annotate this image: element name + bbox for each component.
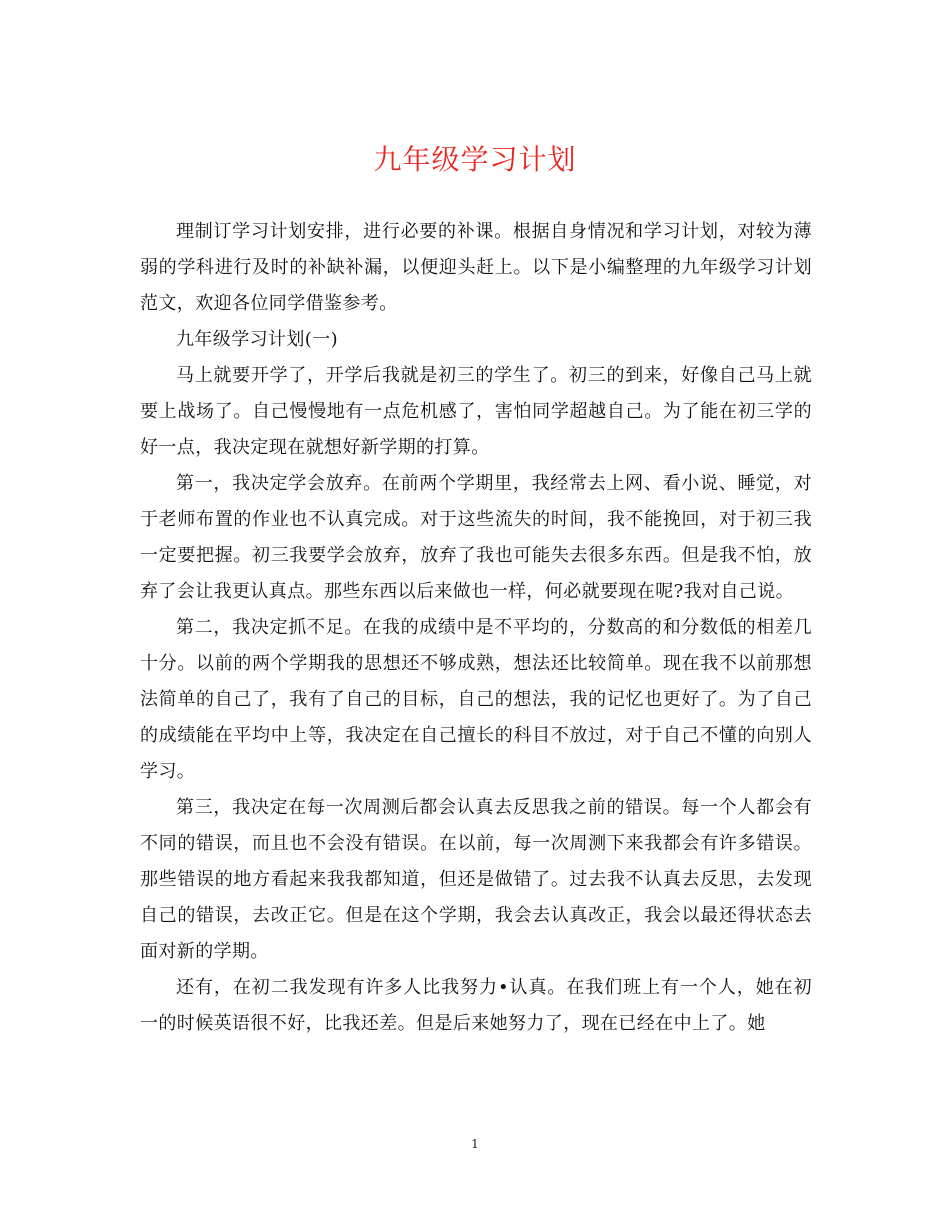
document-body xyxy=(140,214,812,1042)
paragraph: 马上就要开学了，开学后我就是初三的学生了。初三的到来，好像自己马上就要上战场了。自己慢慢地有一点危机感了，害怕同学超越自己。为了能在初三学的好一点，我决定现在就想好新学期的打算。 xyxy=(140,365,812,458)
section-heading: 九年级学习计划(一) xyxy=(176,329,339,350)
paragraph: 第三，我决定在每一次周测后都会认真去反思我之前的错误。每一个人都会有不同的错误，而且也不会没有错误。在以前，每一次周测下来我都会有许多错误。那些错误的地方看起来我我都知道，但还是做错了。过去我不认真去反思，去发现自己的错误，去改正它。但是在这个学期，我会去认真改正，我会以最还得状态去面对新的学期。 xyxy=(140,797,812,962)
paragraph: 第一，我决定学会放弃。在前两个学期里，我经常去上网、看小说、睡觉，对于老师布置的作业也不认真完成。对于这些流失的时间，我不能挽回，对于初三我一定要把握。初三我要学会放弃，放弃了我也可能失去很多东西。但是我不怕，放弃了会让我更认真点。那些东西以后来做也一样，何必就要现在呢?我对自己说。 xyxy=(140,473,812,602)
document-title: 九年级学习计划 xyxy=(373,143,577,176)
paragraph-intro: 理制订学习计划安排，进行必要的补课。根据自身情况和学习计划，对较为薄弱的学科进行及时的补缺补漏，以便迎头赶上。以下是小编整理的九年级学习计划范文，欢迎各位同学借鉴参考。 xyxy=(140,221,812,314)
paragraph: 第二，我决定抓不足。在我的成绩中是不平均的，分数高的和分数低的相差几十分。以前的两个学期我的思想还不够成熟，想法还比较简单。现在我不以前那想法简单的自己了，我有了自己的目标，自己的想法，我的记忆也更好了。为了自己的成绩能在平均中上等，我决定在自己擅长的科目不放过，对于自己不懂的向别人学习。 xyxy=(140,617,812,782)
paragraph: 还有，在初二我发现有许多人比我努力•认真。在我们班上有一个人，她在初一的时候英语很不好，比我还差。但是后来她努力了，现在已经在中上了。她 xyxy=(140,977,812,1034)
page-number: 1 xyxy=(471,1137,479,1151)
